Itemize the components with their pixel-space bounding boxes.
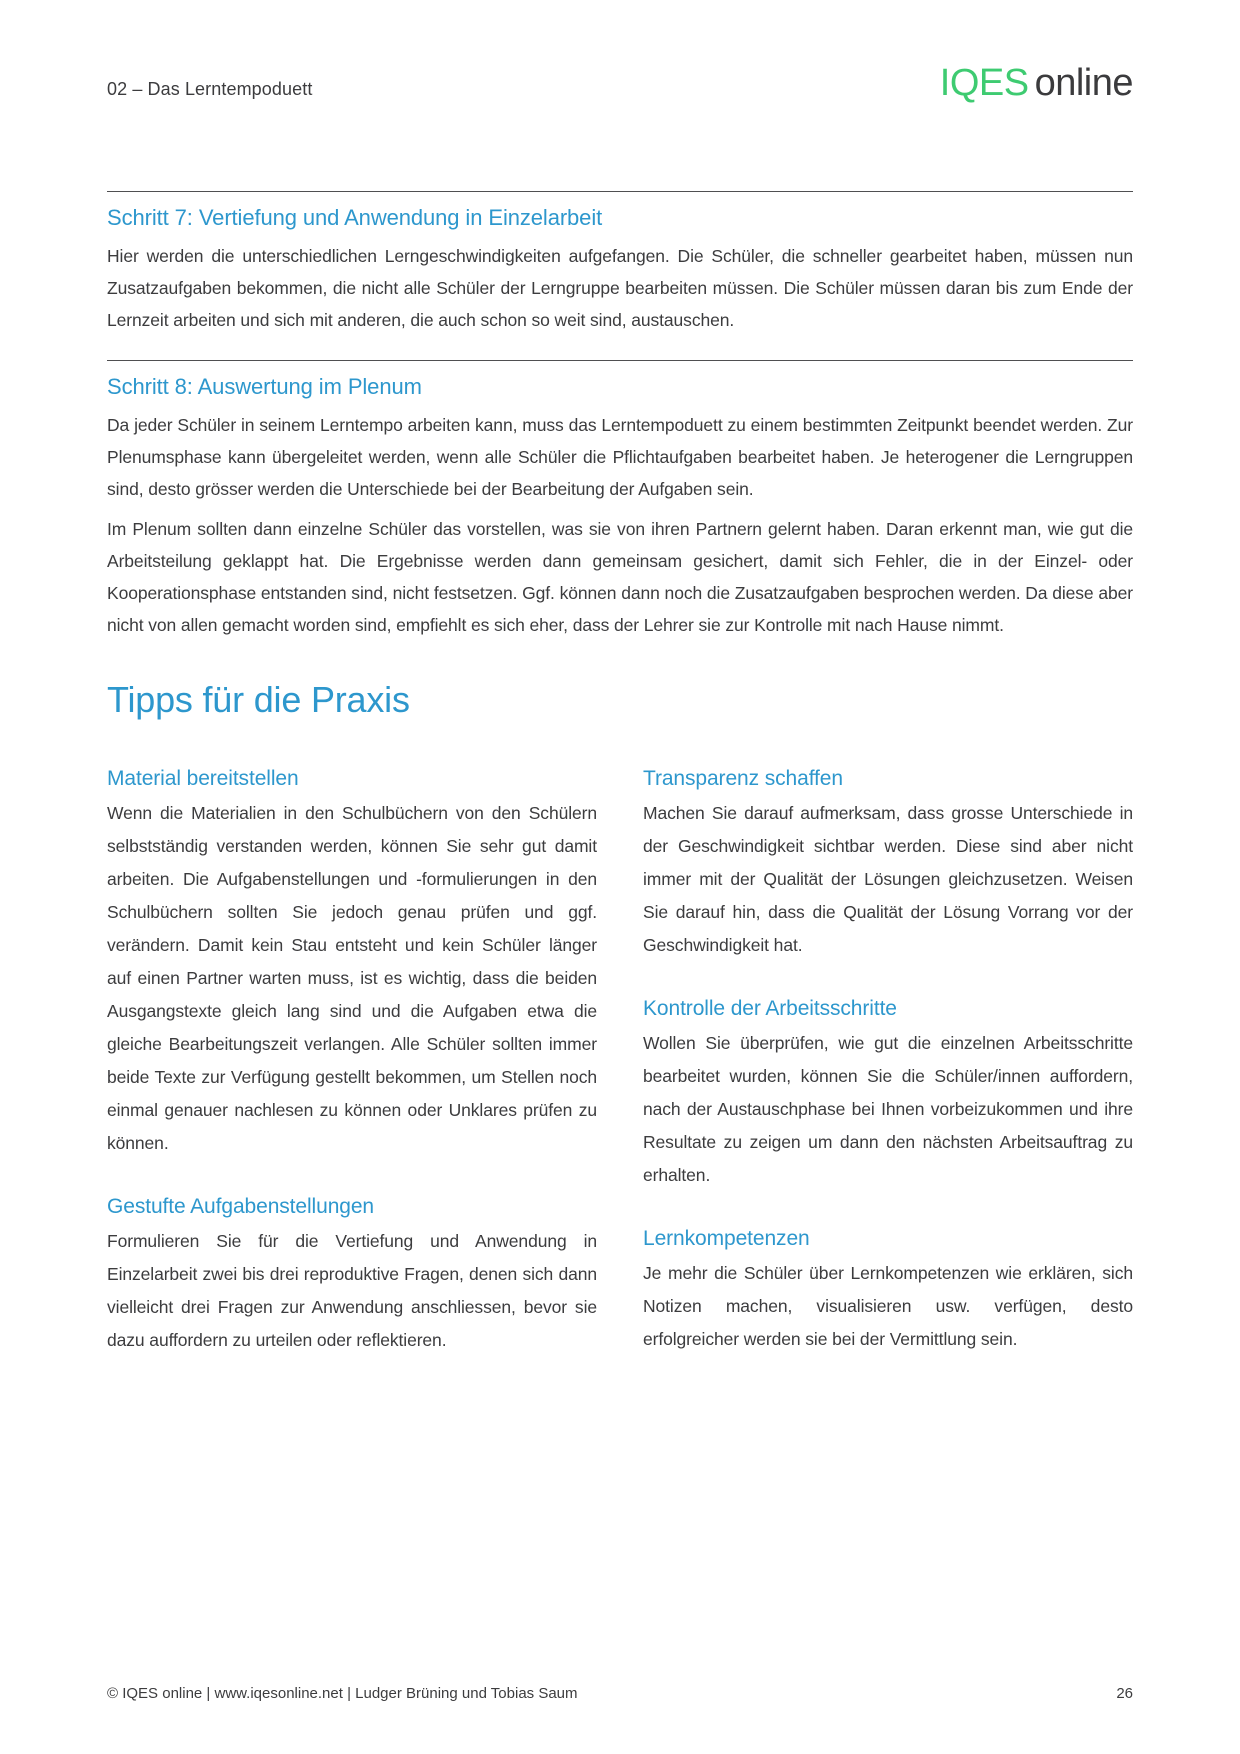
page-footer: [107, 1685, 1133, 1702]
tip-text: Machen Sie darauf aufmerksam, dass grosse Unterschiede in der Geschwindigkeit sichtbar werden. Diese sind aber nicht immer mit der Qualität der Lösungen gleichzusetzen. Weisen Sie darauf hin, dass die Qualität der Lösung Vorrang vor der Geschwindigkeit hat.: [643, 803, 1133, 955]
section-divider: [107, 191, 1133, 192]
section-divider: [107, 360, 1133, 361]
tip-text: Wenn die Materialien in den Schulbüchern von den Schülern selbstständig verstanden werden, können Sie sehr gut damit arbeiten. Die Aufgabenstellungen und -formulierungen in den Schulbüchern sollten Sie jedoch genau prüfen und ggf. verändern. Damit kein Stau entsteht und kein Schüler länger auf einen Partner warten muss, ist es wichtig, dass die beiden Ausgangstexte gleich lang sind und die Aufgaben etwa die gleiche Bearbeitungszeit verlangen. Alle Schüler sollten immer beide Texte zur Verfügung gestellt bekommen, um Stellen noch einmal genauer nachlesen zu können oder Unklares prüfen zu können.: [107, 803, 597, 1153]
logo-suffix-text: online: [1034, 62, 1133, 104]
tip-heading: Transparenz schaffen: [643, 767, 843, 790]
document-title: 02 – Das Lerntempoduett: [107, 79, 313, 99]
paragraph: Im Plenum sollten dann einzelne Schüler das vorstellen, was sie von ihren Partnern gelernt haben. Daran erkennt man, wie gut die Arbeitsteilung geklappt hat. Die Ergebnisse werden dann gemeinsam gesichert, damit sich Fehler, die in der Einzel- oder Kooperationsphase entstanden sind, nicht festsetzen. Ggf. können dann noch die Zusatzaufgaben besprochen werden. Da diese aber nicht von allen gemacht worden sind, empfiehlt es sich eher, dass der Lehrer sie zur Kontrolle mit nach Hause nimmt.: [107, 519, 1133, 635]
tip-heading: Material bereitstellen: [107, 767, 299, 790]
tip-heading: Lernkompetenzen: [643, 1227, 810, 1250]
paragraph: Hier werden die unterschiedlichen Lerngeschwindigkeiten aufgefangen. Die Schüler, die schneller gearbeitet haben, müssen nun Zusatzaufgaben bekommen, die nicht alle Schüler der Lerngruppe bearbeiten müssen. Die Schüler müssen daran bis zum Ende der Lernzeit arbeiten und sich mit anderen, die auch schon so weit sind, austauschen.: [107, 246, 1133, 330]
tip-material-bereitstellen: [107, 766, 597, 1160]
tip-transparenz-schaffen: [643, 766, 1133, 962]
tips-columns: [107, 766, 1133, 1357]
iqes-logo: [940, 62, 1133, 105]
paragraph: Da jeder Schüler in seinem Lerntempo arbeiten kann, muss das Lerntempoduett zu einem bestimmten Zeitpunkt beendet werden. Zur Plenumsphase kann übergeleitet werden, wenn alle Schüler die Pflichtaufgaben bearbeitet haben. Je heterogener die Lerngruppen sind, desto grösser werden die Unterschiede bei der Bearbeitung der Aufgaben sein.: [107, 415, 1133, 499]
section-heading: Schritt 7: Vertiefung und Anwendung in Einzelarbeit: [107, 205, 603, 230]
page-number: 26: [1116, 1685, 1133, 1702]
section-schritt-8: [107, 360, 1133, 641]
tips-left-column: [107, 766, 597, 1357]
tips-right-column: [643, 766, 1133, 1357]
page-header: [107, 62, 1133, 105]
section-heading: Schritt 8: Auswertung im Plenum: [107, 374, 422, 399]
footer-copyright: © IQES online | www.iqesonline.net | Ludger Brüning und Tobias Saum: [107, 1685, 578, 1702]
tips-title: Tipps für die Praxis: [107, 679, 410, 720]
tip-text: Wollen Sie überprüfen, wie gut die einzelnen Arbeitsschritte bearbeitet wurden, können Sie die Schüler/innen auffordern, nach der Austauschphase bei Ihnen vorbeizukommen und ihre Resultate zu zeigen um dann den nächsten Arbeitsauftrag zu erhalten.: [643, 1033, 1133, 1185]
tip-lernkompetenzen: [643, 1226, 1133, 1356]
section-schritt-7: [107, 191, 1133, 336]
tip-heading: Gestufte Aufgabenstellungen: [107, 1195, 375, 1218]
tip-kontrolle-der-arbeitsschritte: [643, 996, 1133, 1192]
tip-heading: Kontrolle der Arbeitsschritte: [643, 997, 897, 1020]
logo-brand-text: IQES: [939, 62, 1029, 104]
tip-text: Je mehr die Schüler über Lernkompetenzen wie erklären, sich Notizen machen, visualisieren usw. verfügen, desto erfolgreicher werden sie bei der Vermittlung sein.: [643, 1263, 1133, 1349]
tip-gestufte-aufgabenstellungen: [107, 1194, 597, 1357]
tip-text: Formulieren Sie für die Vertiefung und Anwendung in Einzelarbeit zwei bis drei reproduktive Fragen, denen sich dann vielleicht drei Fragen zur Anwendung anschliessen, bevor sie dazu auffordern zu urteilen oder reflektieren.: [107, 1231, 597, 1350]
